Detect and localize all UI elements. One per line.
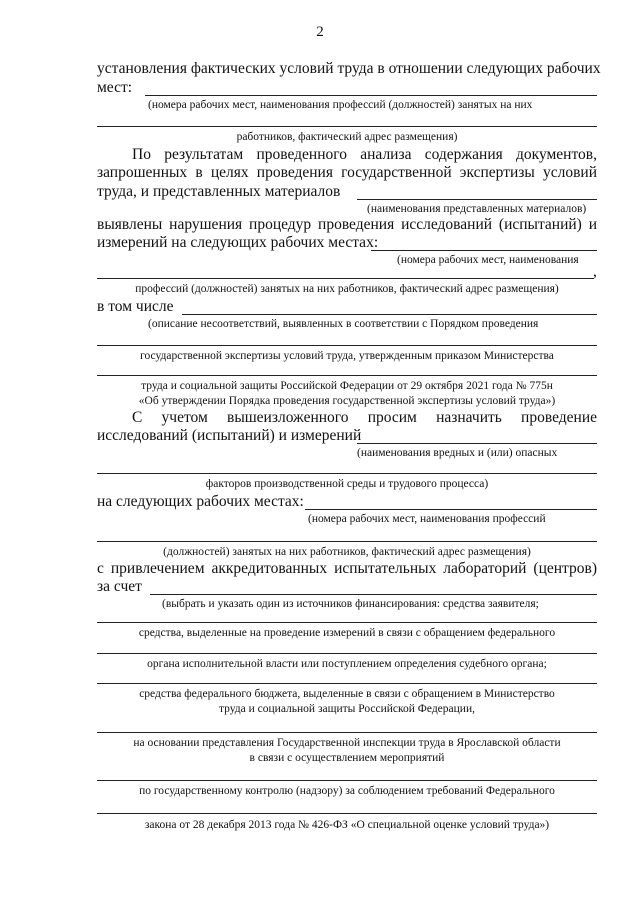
caption: профессий (должностей) занятых на них работников, фактический адрес размещения): [135, 283, 559, 295]
text-line: С учетом вышеизложенного просим назначить проведение: [132, 409, 597, 426]
fill-line: [357, 443, 597, 444]
text-line: измерений на следующих рабочих местах:: [97, 234, 379, 251]
text-line: труда, и представленных материалов: [97, 183, 341, 200]
caption: (наименования вредных и (или) опасных: [357, 447, 558, 459]
fill-line: [97, 375, 597, 376]
text-line: запрошенных в целях проведения государственной экспертизы условий: [97, 164, 597, 181]
fill-line: [97, 732, 597, 733]
text-line: исследований (испытаний) и измерений: [97, 427, 362, 444]
caption: в связи с осуществлением мероприятий: [249, 752, 445, 764]
caption: по государственному контролю (надзору) за соблюдением требований Федерального: [139, 785, 555, 797]
caption: закона от 28 декабря 2013 года № 426-ФЗ «О специальной оценке условий труда»): [144, 819, 550, 831]
fill-line: [371, 250, 597, 251]
caption: средства, выделенные на проведение измерений в связи с обращением федерального: [138, 627, 556, 639]
caption: государственной экспертизы условий труда, утвержденным приказом Министерства: [140, 350, 554, 362]
caption: (номера рабочих мест, наименования: [397, 254, 579, 266]
text-line: По результатам проведенного анализа содержания документов,: [132, 146, 597, 163]
fill-line: [97, 780, 597, 781]
text-line: ,: [593, 263, 597, 280]
caption: труда и социальной защиты Российской Федерации,: [219, 703, 475, 715]
caption: труда и социальной защиты Российской Федерации от 29 октября 2021 года № 775н: [141, 380, 553, 392]
fill-line: [97, 278, 594, 279]
page-number: 2: [316, 24, 324, 40]
fill-line: [145, 95, 597, 96]
caption: (описание несоответствий, выявленных в соответствии с Порядком проведения: [148, 318, 539, 330]
fill-line: [305, 509, 597, 510]
caption: (выбрать и указать один из источников финансирования: средства заявителя;: [162, 598, 539, 610]
text-line: за счет: [97, 578, 142, 595]
fill-line: [97, 683, 597, 684]
fill-line: [357, 199, 597, 200]
caption: органа исполнительной власти или поступлением определения судебного органа;: [147, 658, 547, 670]
caption: (номера рабочих мест, наименования профессий: [308, 513, 546, 525]
text-line: установления фактических условий труда в отношении следующих рабочих: [97, 60, 601, 77]
fill-line: [97, 653, 597, 654]
fill-line: [150, 594, 597, 595]
caption: средства федерального бюджета, выделенные в связи с обращением в Министерство: [139, 688, 555, 700]
text-line: на следующих рабочих местах:: [97, 493, 304, 510]
caption: работников, фактический адрес размещения): [236, 131, 458, 143]
fill-line: [97, 541, 597, 542]
fill-line: [182, 314, 597, 315]
fill-line: [97, 813, 597, 814]
caption: факторов производственной среды и трудового процесса): [205, 478, 489, 490]
caption: (наименования представленных материалов): [367, 203, 587, 215]
caption: (номера рабочих мест, наименования профессий (должностей) занятых на них: [148, 99, 533, 111]
text-line: в том числе: [97, 298, 174, 315]
caption: «Об утверждении Порядка проведения государственной экспертизы условий труда»): [138, 395, 556, 407]
fill-line: [97, 345, 597, 346]
text-line: с привлечением аккредитованных испытательных лабораторий (центров): [97, 560, 597, 577]
caption: на основании представления Государственной инспекции труда в Ярославской области: [133, 737, 561, 749]
fill-line: [97, 473, 597, 474]
text-line: мест:: [97, 79, 133, 96]
fill-line: [97, 126, 597, 127]
fill-line: [97, 622, 597, 623]
text-line: выявлены нарушения процедур проведения исследований (испытаний) и: [97, 216, 597, 233]
caption: (должностей) занятых на них работников, фактический адрес размещения): [163, 546, 531, 558]
